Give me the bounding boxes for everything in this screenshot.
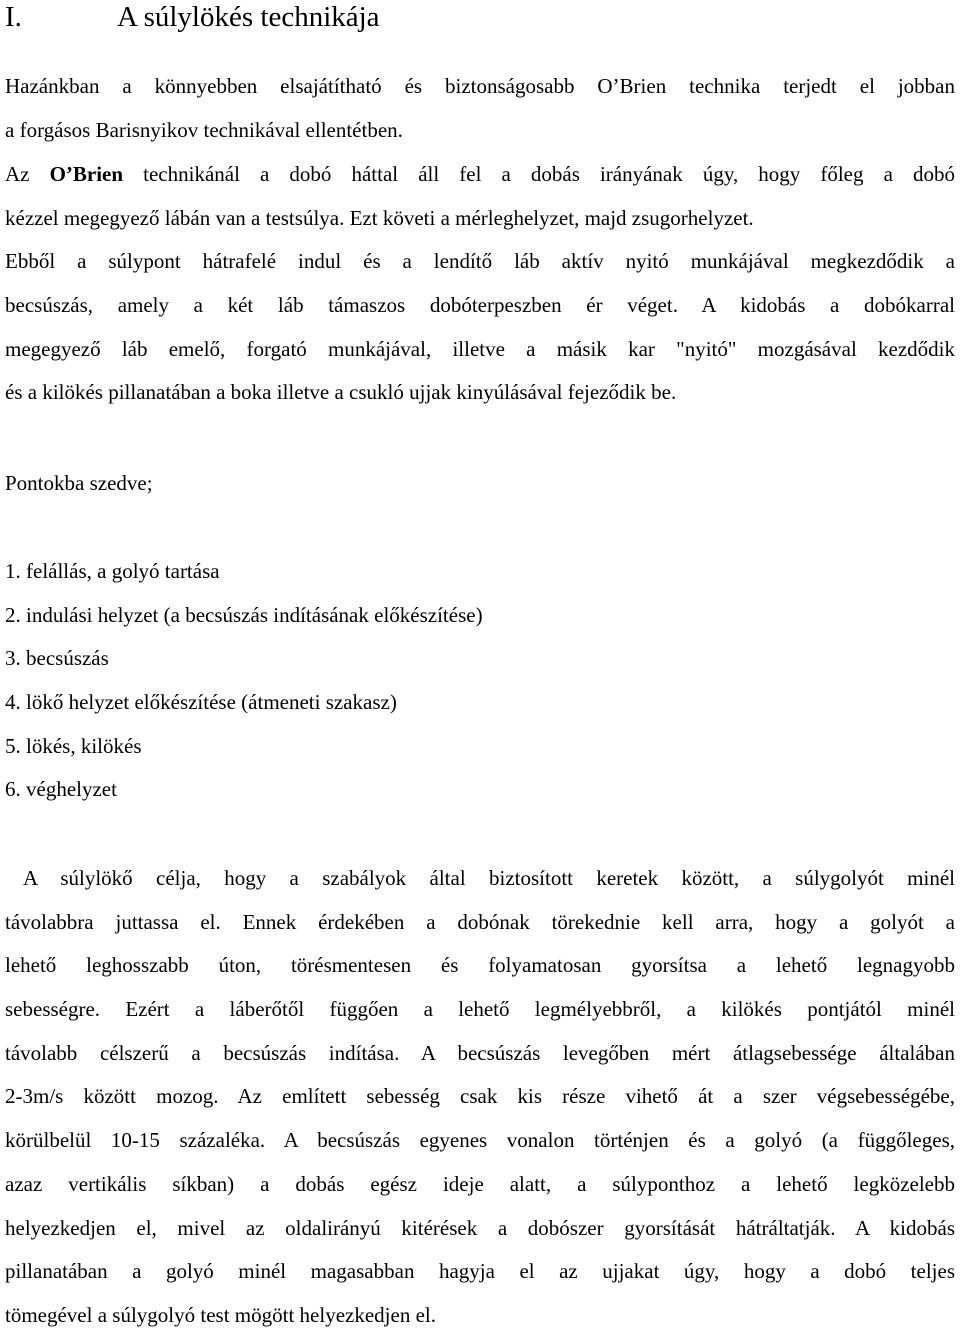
- list-item: 5. lökés, kilökés: [5, 733, 142, 758]
- goal-line-4: sebességre. Ezért a láberőtől függően a lehető legmélyebbről, a kilökés pontjától minél: [5, 997, 955, 1022]
- obrien-line-6: és a kilökés pillanatában a boka illetve a csukló ujjak kinyúlásával fejeződik be.: [5, 380, 677, 405]
- goal-line-7: körülbelül 10-15 százaléka. A becsúszás egyenes vonalon történjen és a golyó (a függőleges,: [5, 1128, 955, 1153]
- section-title: A súlylökés technikája: [117, 1, 380, 33]
- intro-line-1: Hazánkban a könnyebben elsajátítható és biztonságosabb O’Brien technika terjedt el jobban: [5, 74, 955, 98]
- list-item: 6. véghelyzet: [5, 777, 117, 802]
- goal-line-8: azaz vertikális síkban) a dobás egész ideje alatt, a súlyponthoz a lehető legközelebb: [5, 1171, 955, 1196]
- goal-paragraph: [5, 857, 955, 1338]
- goal-line-3: lehető leghosszabb úton, törésmentesen és folyamatosan gyorsítsa a lehető legnagyobb: [5, 953, 955, 978]
- list-item: 3. becsúszás: [5, 646, 109, 671]
- intro-paragraph: [5, 65, 955, 152]
- obrien-line-4: becsúszás, amely a két láb támaszos dobóterpeszben ér véget. A kidobás a dobókarral: [5, 293, 955, 318]
- points-title-text: Pontokba szedve;: [5, 471, 153, 495]
- goal-line-5: távolabb célszerű a becsúszás indítása. A becsúszás levegőben mért átlagsebessége általában: [5, 1040, 955, 1065]
- goal-line-6: 2-3m/s között mozog. Az említett sebesség csak kis része vihető át a szer végsebességébe,: [5, 1084, 955, 1109]
- obrien-line-3: Ebből a súlypont hátrafelé indul és a lendítő láb aktív nyitó munkájával megkezdődik a: [5, 249, 955, 274]
- obrien-line-1-pre: Az: [5, 162, 50, 186]
- obrien-line-1-post: technikánál a dobó háttal áll fel a dobás irányának úgy, hogy főleg a dobó: [123, 162, 955, 186]
- list-item: 1. felállás, a golyó tartása: [5, 559, 220, 583]
- goal-line-9: helyezkedjen el, mivel az oldalirányú kitérések a dobószer gyorsítását hátráltatják. A kidobás: [5, 1215, 955, 1240]
- obrien-line-5: megegyező láb emelő, forgató munkájával, illetve a másik kar "nyitó" mozgásával kezdődik: [5, 336, 955, 361]
- goal-line-1: A súlylökő célja, hogy a szabályok által biztosított keretek között, a súlygolyót minél: [23, 866, 955, 890]
- points-title: [5, 462, 955, 506]
- goal-line-11: tömegével a súlygolyó test mögött helyezkedjen el.: [5, 1302, 436, 1327]
- list-item: 2. indulási helyzet (a becsúszás indításának előkészítése): [5, 602, 483, 627]
- intro-line-2: a forgásos Barisnyikov technikával ellentétben.: [5, 117, 403, 142]
- goal-line-10: pillanatában a golyó minél magasabban hagyja el az ujjakat úgy, hogy a dobó teljes: [5, 1259, 955, 1284]
- obrien-line-1: [5, 153, 955, 197]
- obrien-term: O’Brien: [49, 162, 124, 186]
- points-list: [5, 550, 955, 812]
- obrien-line-2: kézzel megegyező lábán van a testsúlya. Ezt követi a mérleghelyzet, majd zsugorhelyzet.: [5, 205, 754, 230]
- section-number: I.: [5, 1, 22, 33]
- section-heading: [5, 0, 380, 34]
- list-item: 4. lökő helyzet előkészítése (átmeneti szakasz): [5, 690, 397, 715]
- goal-line-2: távolabbra juttassa el. Ennek érdekében a dobónak törekednie kell arra, hogy a golyót a: [5, 909, 955, 934]
- obrien-paragraph: [5, 153, 955, 415]
